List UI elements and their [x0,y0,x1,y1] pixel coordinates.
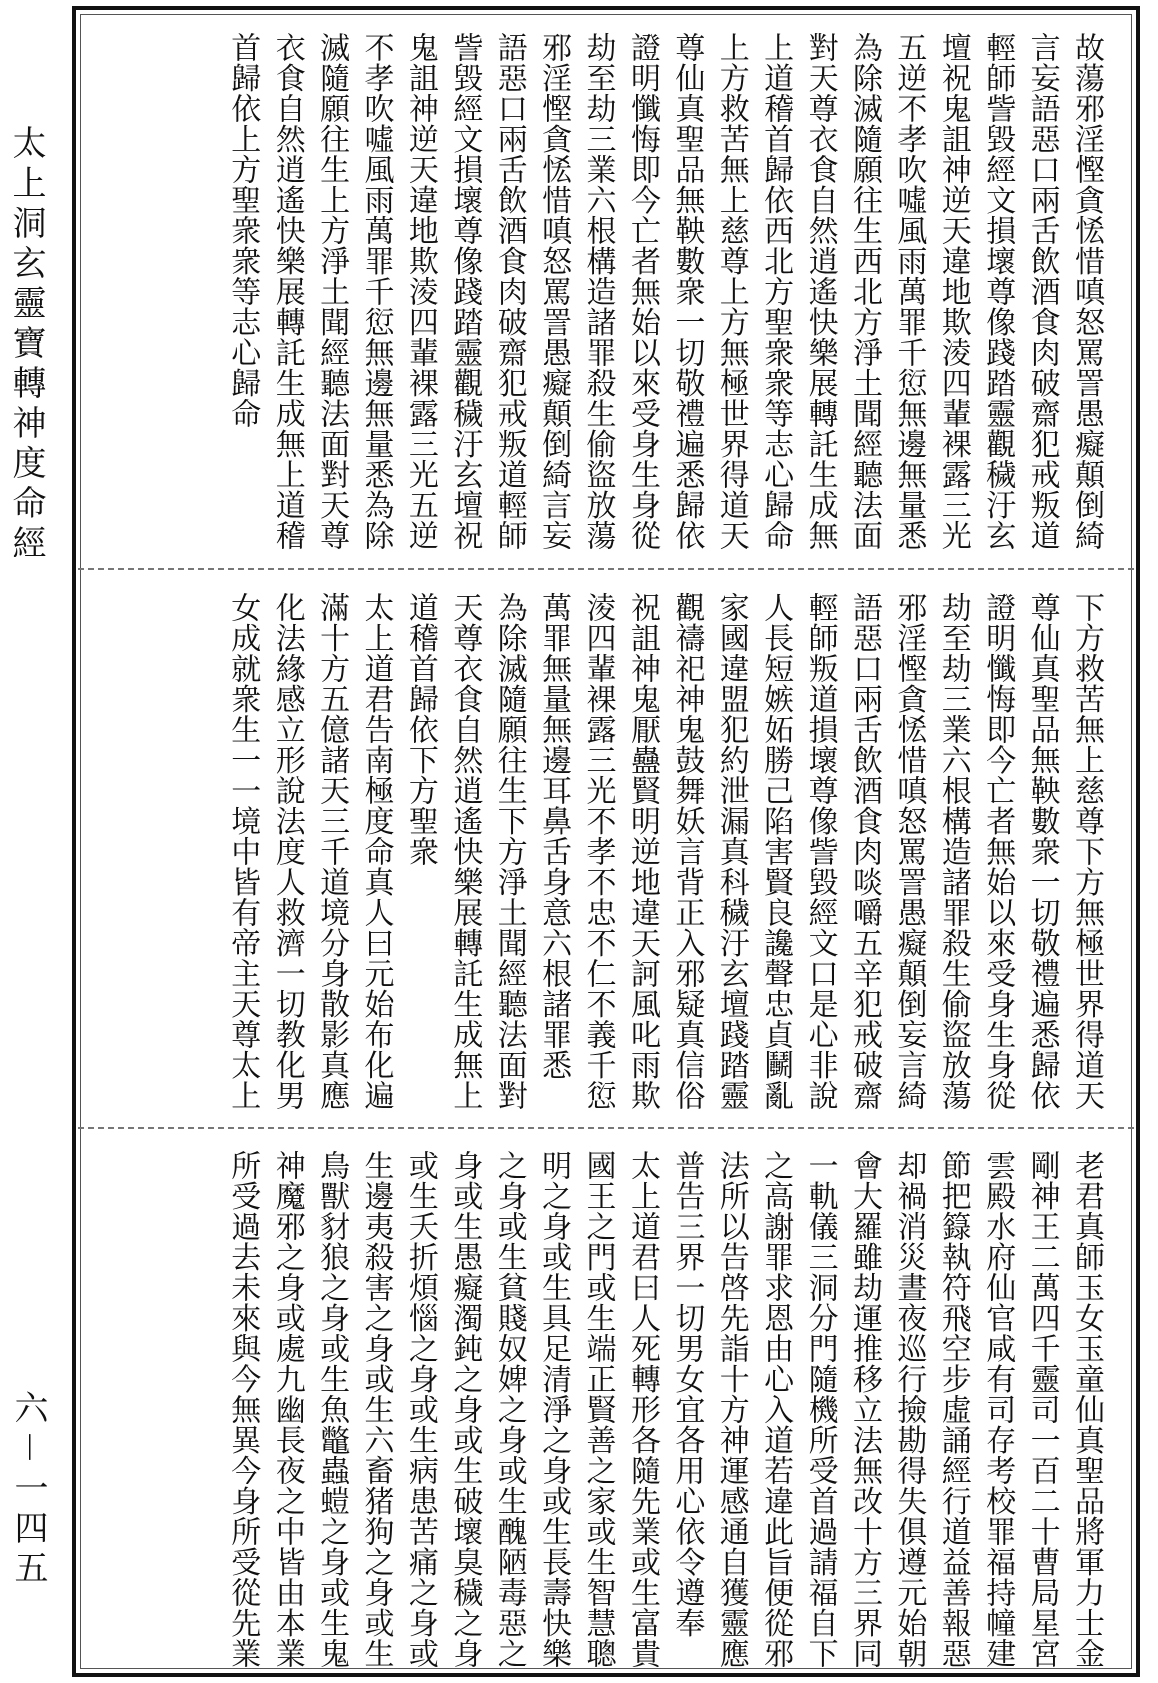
block-divider-2 [78,1127,1134,1129]
text-columns-top: 故蕩邪淫慳貪恡惜嗔怒罵詈愚癡顛倒綺 言妄語惡口兩舌飲酒食肉破齋犯戒叛道 輕師訾毀經文損壞尊像踐踏靈觀穢汙玄 壇祝鬼詛神逆天違地欺淩四輩裸露三光 五逆不孝吹噓風雨萬罪千愆無邊無量悉 為除滅隨願往生西北方淨土聞經聽法面 對天尊衣食自然逍遙快樂展轉託生成無 上道稽首歸依西北方聖衆衆等志心歸命 上方救苦無上慈尊上方無極世界得道天 尊仙真聖品無鞅數衆一切敬禮遍悉歸依 證明懺悔即今亡者無始以來受身生身從 劫至劫三業六根構造諸罪殺生偷盜放蕩 邪淫慳貪恡惜嗔怒罵詈愚癡顛倒綺言妄 語惡口兩舌飲酒食肉破齋犯戒叛道輕師 訾毀經文損壞尊像踐踏靈觀穢汙玄壇祝 鬼詛神逆天違地欺淩四輩裸露三光五逆 不孝吹噓風雨萬罪千愆無邊無量悉為除 滅隨願往生上方淨土聞經聽法面對天尊 衣食自然逍遙快樂展轉託生成無上道稽 首歸依上方聖衆衆等志心歸命 [225,32,1104,551]
text-block-middle [80,574,1130,1124]
text-columns-middle: 下方救苦無上慈尊下方無極世界得道天 尊仙真聖品無鞅數衆一切敬禮遍悉歸依 證明懺悔即今亡者無始以來受身生身從 劫至劫三業六根構造諸罪殺生偷盜放蕩 邪淫慳貪恡惜嗔怒罵詈愚癡顛倒妄言綺 語惡口兩舌飲酒食肉啖嚼五辛犯戒破齋 輕師叛道損壞尊像訾毀經文口是心非說 人長短嫉妬勝己陷害賢良讒聲忠貞鬭亂 家國違盟犯約泄漏真科穢汙玄壇踐踏靈 觀禱祀神鬼鼓舞妖言背正入邪疑真信俗 祝詛神鬼厭蠱賢明逆地違天訶風叱雨欺 淩四輩裸露三光不孝不忠不仁不義千愆 萬罪無量無邊耳鼻舌身意六根諸罪悉 為除滅隨願往生下方淨土聞經聽法面對 天尊衣食自然逍遙快樂展轉託生成無上 道稽首歸依下方聖衆 太上道君告南極度命真人曰元始布化遍 滿十方五億諸天三千道境分身散影真應 化法緣感立形說法度人救濟一切教化男 女成就衆生一一境中皆有帝主天尊太上 [225,592,1104,1111]
text-block-top [80,14,1130,566]
margin-page-number: 六－一四五 [8,1390,48,1590]
text-columns-bottom: 老君真師玉女玉童仙真聖品將軍力士金 剛神王二萬四千靈司一百二十曹局星宮 雲殿水府仙官咸有司存考校罪福持幢建 節把籙執符飛空步虛誦經行道益善報惡 却禍消災晝夜巡行撿勘得失俱遵元始朝 會大羅雖劫運推移立法無改十方三界同 一軌儀三洞分門隨機所受首過請福自下 之高謝罪求恩由心入道若違此旨便從邪 法所以告啓先詣十方神運感通自獲靈應 普告三界一切男女宜各用心依令遵奉 太上道君曰人死轉形各隨先業或生富貴 國王之門或生端正賢善之家或生智慧聰 明之身或生具足清淨之身或生長壽快樂 之身或生貧賤奴婢之身或生醜陋毒惡之 身或生愚癡濁鈍之身或生破壞臭穢之身 或生夭折煩惱之身或生病患苦痛之身或 生邊夷殺害之身或生六畜猪狗之身或生 鳥獸豺狼之身或生魚鼈蟲螘之身或生鬼 神魔邪之身或處九幽長夜之中皆由本業 所受過去未來與今無異今身所受從先業 [225,1150,1104,1669]
margin-book-title: 太上洞玄靈寶轉神度命經 [6,125,46,565]
text-block-bottom [80,1132,1130,1672]
block-divider-1 [78,568,1134,570]
